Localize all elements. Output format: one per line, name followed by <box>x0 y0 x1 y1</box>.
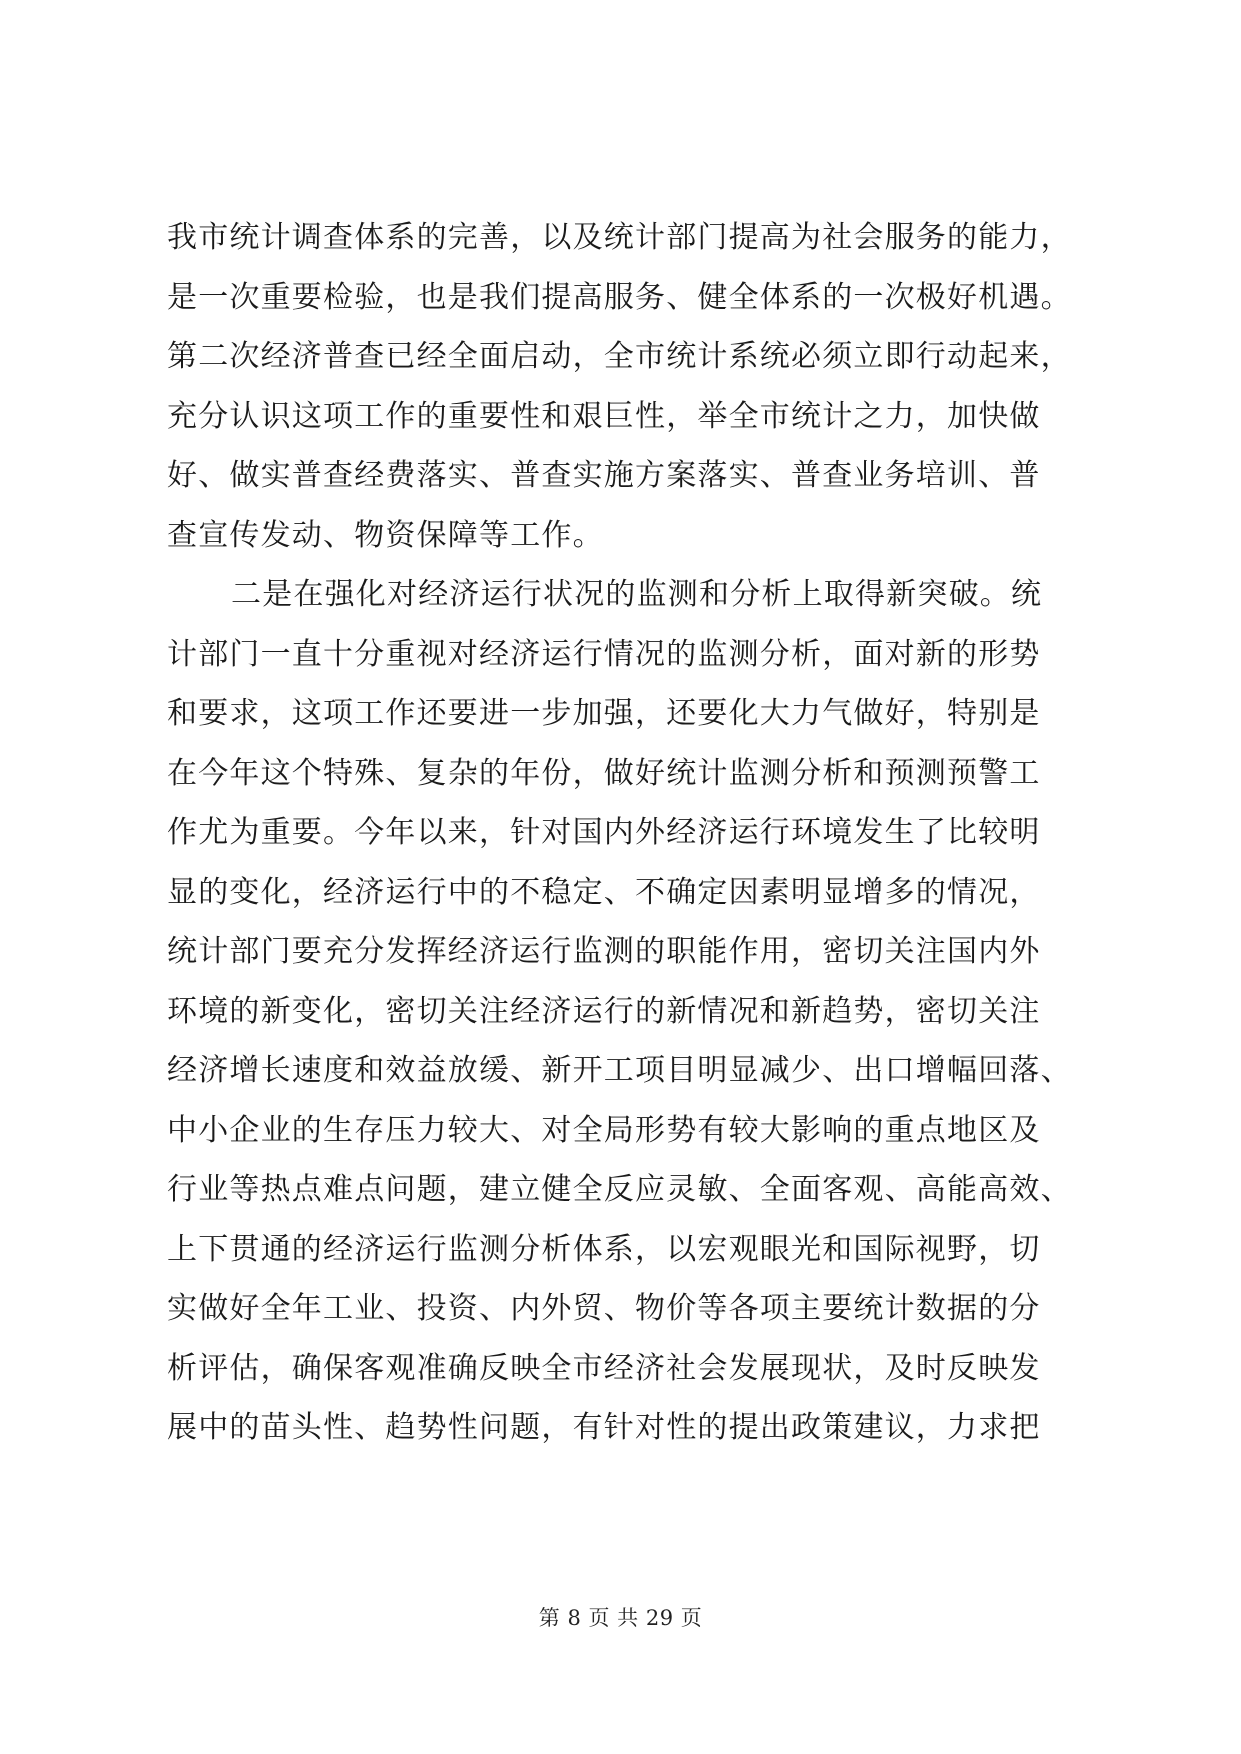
text-line: 是一次重要检验，也是我们提高服务、健全体系的一次极好机遇。 <box>167 279 1072 315</box>
text-line: 中小企业的生存压力较大、对全局形势有较大影响的重点地区及 <box>167 1112 1041 1148</box>
text-line: 充分认识这项工作的重要性和艰巨性，举全市统计之力，加快做 <box>167 398 1041 434</box>
text-line: 在今年这个特殊、复杂的年份，做好统计监测分析和预测预警工 <box>167 755 1041 791</box>
text-line: 好、做实普查经费落实、普查实施方案落实、普查业务培训、普 <box>167 458 1041 493</box>
body-text <box>167 208 1107 1458</box>
text-line: 和要求，这项工作还要进一步加强，还要化大力气做好，特别是 <box>167 696 1041 731</box>
text-line: 经济增长速度和效益放缓、新开工项目明显减少、出口增幅回落、 <box>167 1053 1072 1088</box>
text-line: 析评估，确保客观准确反映全市经济社会发展现状，及时反映发 <box>167 1350 1041 1386</box>
paragraph-first-line: 二是在强化对经济运行状况的监测和分析上取得新突破。统 <box>231 577 1043 612</box>
text-line: 实做好全年工业、投资、内外贸、物价等各项主要统计数据的分 <box>167 1291 1041 1326</box>
text-line: 计部门一直十分重视对经济运行情况的监测分析，面对新的形势 <box>167 636 1041 672</box>
text-line: 显的变化，经济运行中的不稳定、不确定因素明显增多的情况， <box>167 874 1041 910</box>
text-line: 我市统计调查体系的完善，以及统计部门提高为社会服务的能力， <box>167 220 1072 255</box>
text-line: 展中的苗头性、趋势性问题，有针对性的提出政策建议，力求把 <box>167 1410 1041 1445</box>
text-line: 环境的新变化，密切关注经济运行的新情况和新趋势，密切关注 <box>167 993 1041 1029</box>
text-line: 行业等热点难点问题，建立健全反应灵敏、全面客观、高能高效、 <box>167 1172 1072 1207</box>
text-line: 作尤为重要。今年以来，针对国内外经济运行环境发生了比较明 <box>167 815 1041 850</box>
text-line: 上下贯通的经济运行监测分析体系，以宏观眼光和国际视野，切 <box>167 1231 1041 1267</box>
text-line: 第二次经济普查已经全面启动，全市统计系统必须立即行动起来， <box>167 339 1072 374</box>
text-line: 统计部门要充分发挥经济运行监测的职能作用，密切关注国内外 <box>167 934 1041 969</box>
text-line: 查宣传发动、物资保障等工作。 <box>167 517 604 553</box>
page-number-footer: 第 8 页 共 29 页 <box>538 1606 703 1630</box>
